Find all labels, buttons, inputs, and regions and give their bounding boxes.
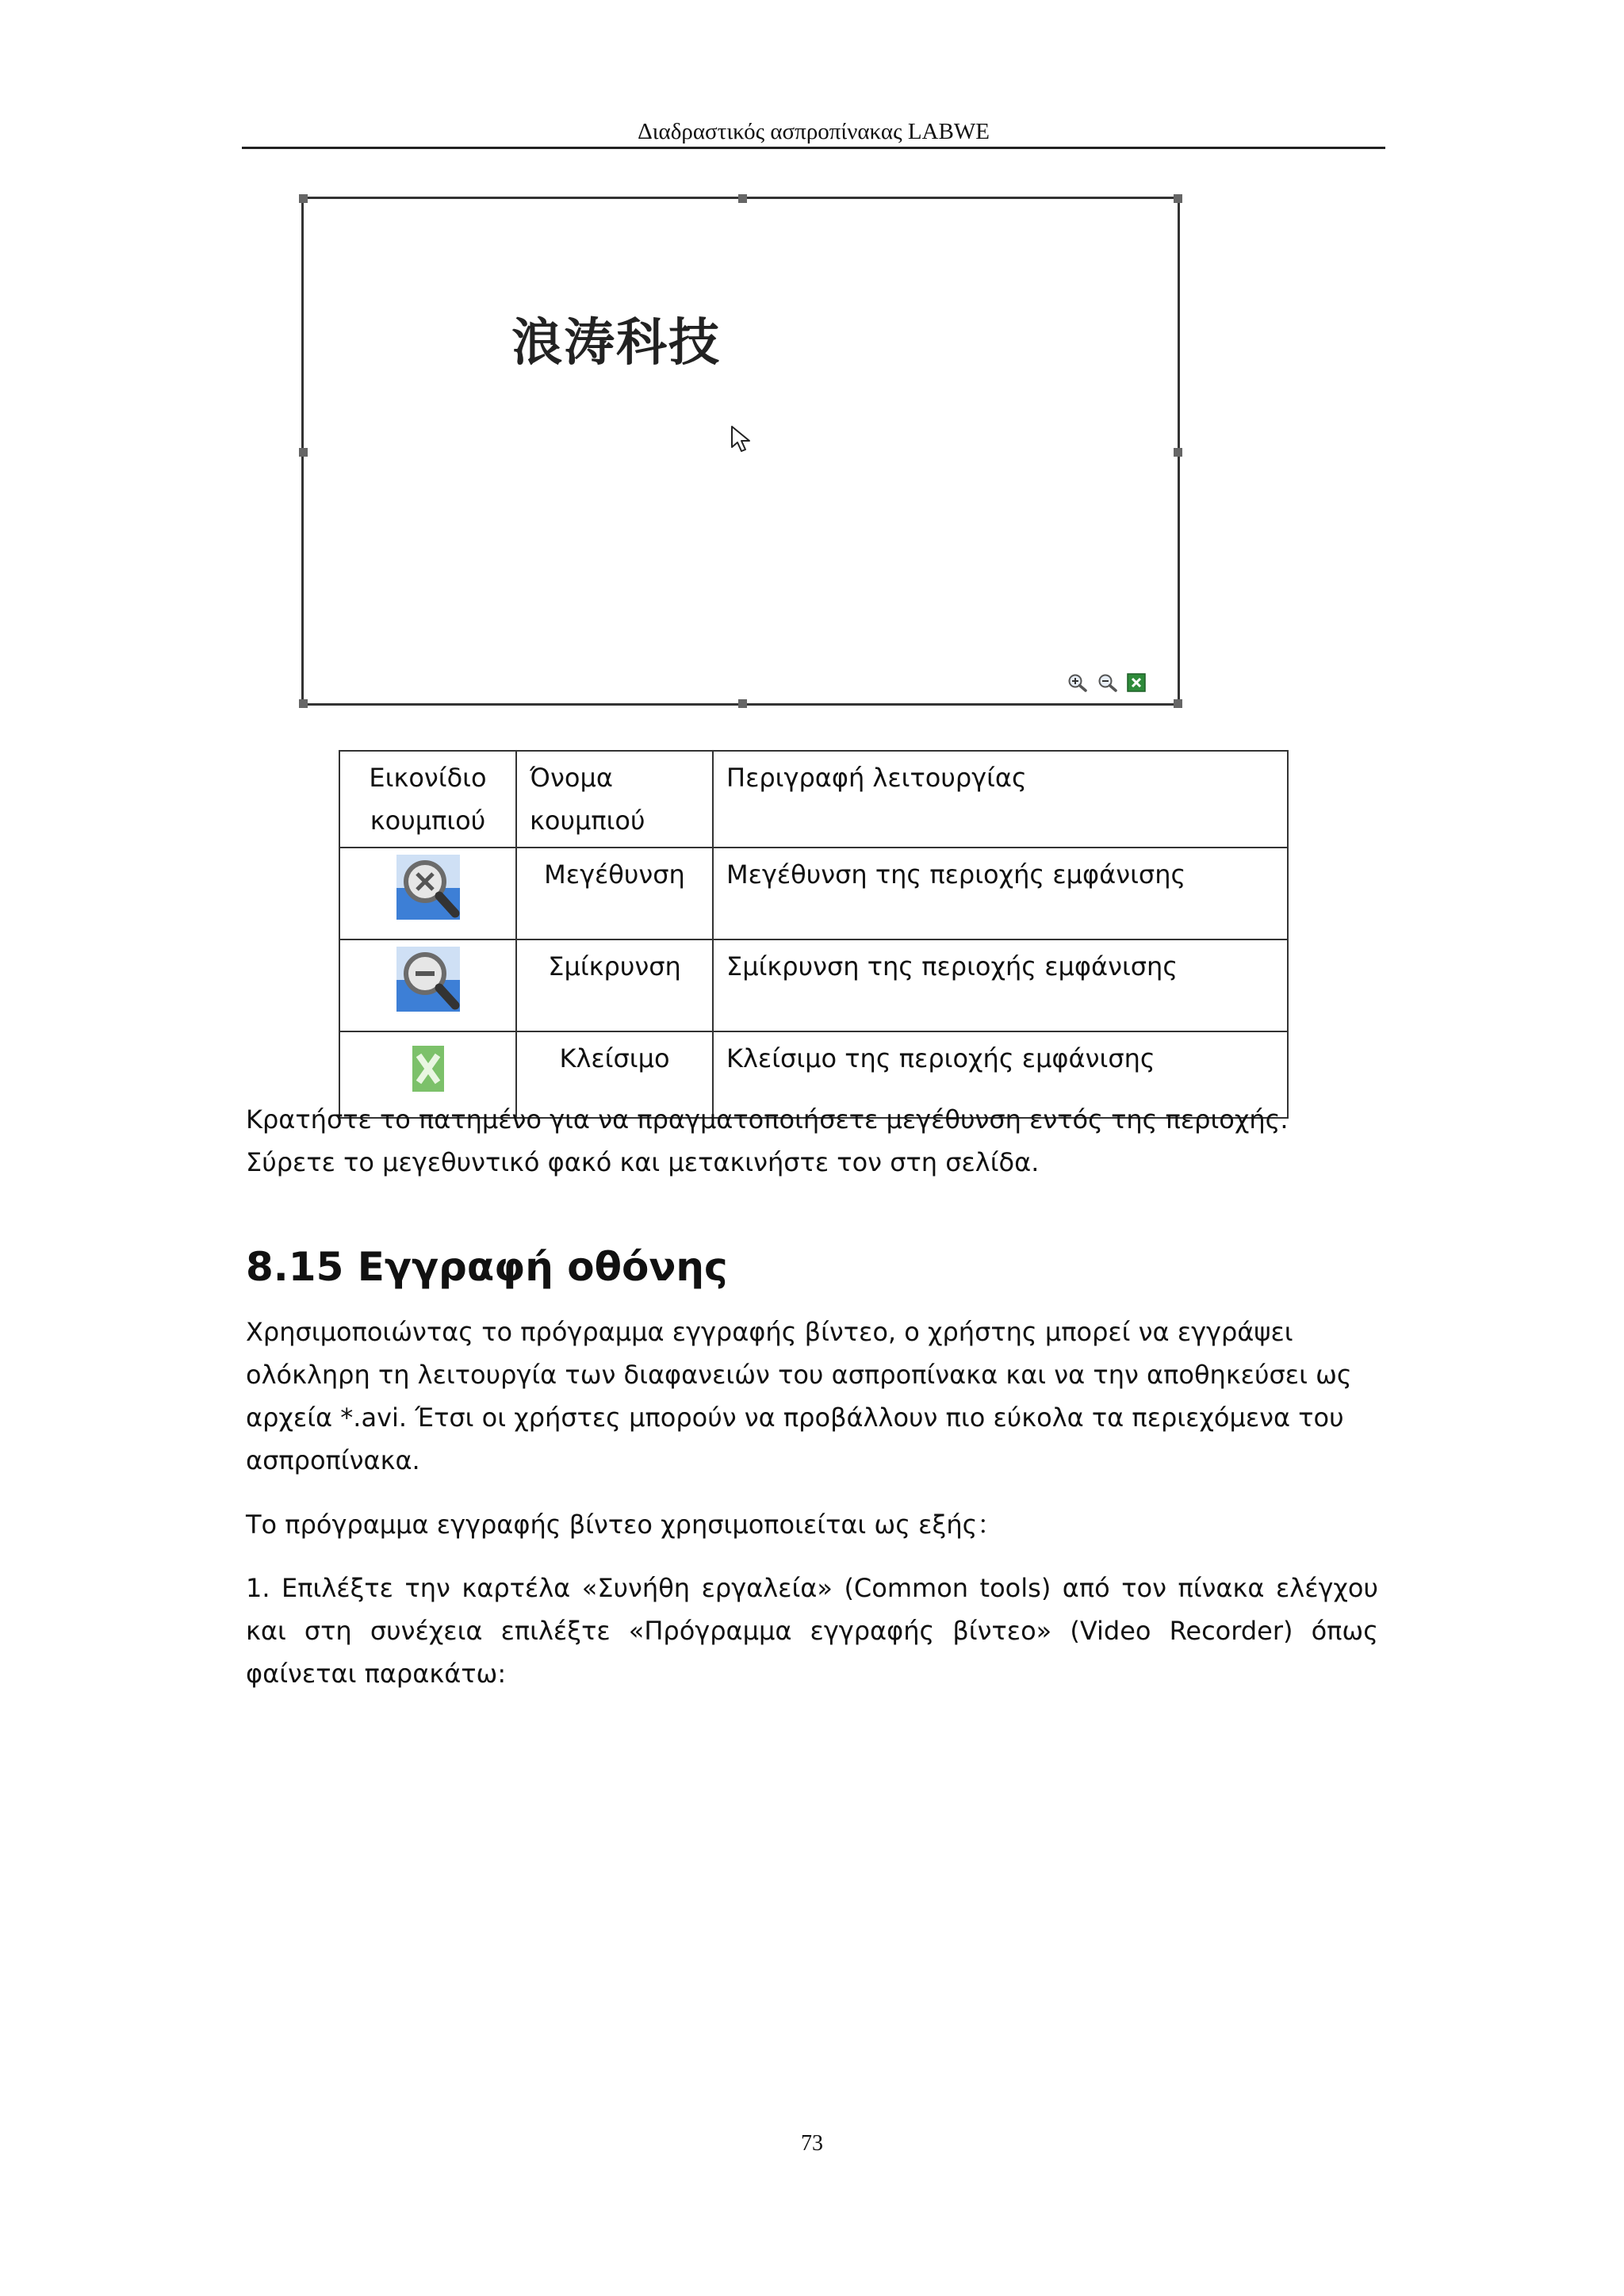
- zoom-out-icon: [395, 945, 462, 1013]
- table-cell-description: Κλείσιμο της περιοχής εμφάνισης: [713, 1031, 1288, 1118]
- resize-handle[interactable]: [738, 699, 747, 708]
- resize-handle[interactable]: [299, 699, 308, 708]
- table-header-cell: Εικονίδιο κουμπιού: [339, 751, 516, 848]
- header-title: Διαδραστικός ασπροπίνακας LABWE: [638, 119, 990, 144]
- resize-handle[interactable]: [1174, 194, 1182, 203]
- table-header-row: [339, 751, 1288, 848]
- resize-handle[interactable]: [738, 194, 747, 203]
- table-cell-name: Κλείσιμο: [516, 1031, 713, 1118]
- paragraph-usage: Το πρόγραμμα εγγραφής βίντεο χρησιμοποιείται ως εξής：: [246, 1510, 1003, 1540]
- resize-handle[interactable]: [1174, 448, 1182, 457]
- table-cell-name: Σμίκρυνση: [516, 939, 713, 1031]
- paragraph-step1: 1. Επιλέξτε την καρτέλα «Συνήθη εργαλεία» (Common tools) από τον πίνακα ελέγχου και στη συνέχεια επιλέξτε «Πρόγραμμα εγγραφής βίντεο» (Video Recorder) όπως φαίνεται παρακάτω:: [246, 1573, 1378, 1689]
- table-cell-description: Μεγέθυνση της περιοχής εμφάνισης: [713, 848, 1288, 939]
- magnified-text: 浪涛科技: [511, 314, 721, 373]
- table-header-cell: Περιγραφή λειτουργίας: [713, 751, 1288, 848]
- cursor-icon: [730, 425, 753, 453]
- table-cell-description: Σμίκρυνση της περιοχής εμφάνισης: [713, 939, 1288, 1031]
- resize-handle[interactable]: [1174, 699, 1182, 708]
- zoom-in-icon[interactable]: [1067, 673, 1089, 692]
- resize-handle[interactable]: [299, 194, 308, 203]
- table-cell-name: Μεγέθυνση: [516, 848, 713, 939]
- button-table: [339, 750, 1289, 1119]
- page-header: [242, 114, 1385, 149]
- close-icon: [411, 1044, 446, 1093]
- magnifier-toolbar: [1067, 673, 1149, 692]
- close-icon[interactable]: [1127, 673, 1149, 692]
- table-icon-cell: [339, 939, 516, 1031]
- magnifier-screenshot: [301, 197, 1180, 706]
- zoom-out-icon[interactable]: [1097, 673, 1119, 692]
- table-row: [339, 848, 1288, 939]
- table-icon-cell: [339, 848, 516, 939]
- section-title: 8.15 Εγγραφή οθόνης: [246, 1244, 728, 1290]
- resize-handle[interactable]: [299, 448, 308, 457]
- zoom-in-icon: [395, 853, 462, 921]
- page-number: 73: [801, 2131, 823, 2156]
- table-row: [339, 939, 1288, 1031]
- table-header-cell: Όνομα κουμπιού: [516, 751, 713, 848]
- paragraph-intro: Χρησιμοποιώντας το πρόγραμμα εγγραφής βίντεο, ο χρήστης μπορεί να εγγράψει ολόκληρη τη λειτουργία των διαφανειών του ασπροπίνακα και να την αποθηκεύσει ως αρχεία *.avi. Έτσι οι χρήστες μπορούν να προβάλλουν πιο εύκολα τα περιεχόμενα του ασπροπίνακα.: [246, 1317, 1352, 1475]
- paragraph-after-table: Κρατήστε το πατημένο για να πραγματοποιήσετε μεγέθυνση εντός της περιοχής. Σύρετε το μεγεθυντικό φακό και μετακινήστε τον στη σελίδα.: [246, 1104, 1289, 1177]
